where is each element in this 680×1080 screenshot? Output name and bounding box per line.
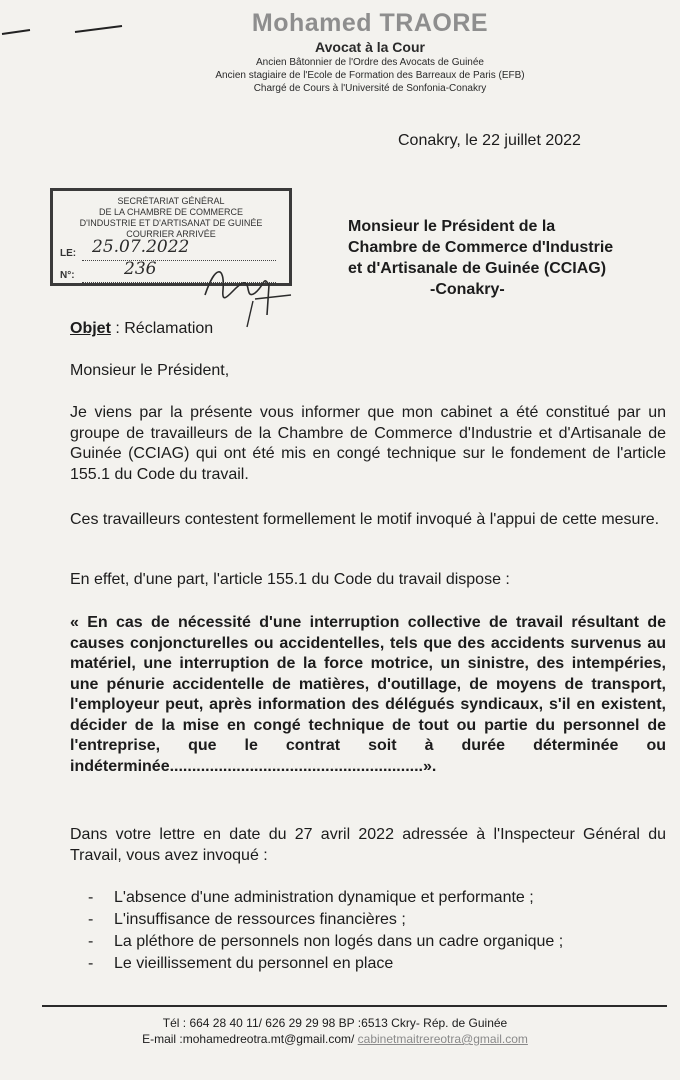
invoked-reasons-list xyxy=(88,887,563,975)
stamp-le-value: 25.07.2022 xyxy=(92,237,190,257)
paragraph-letter-reference: Dans votre lettre en date du 27 avril 2022 adressée à l'Inspecteur Général du Travail, vous avez invoqué : xyxy=(70,826,666,864)
credential-line: Ancien stagiaire de l'Ecole de Formation des Barreaux de Paris (EFB) xyxy=(215,70,525,81)
lawyer-title: Avocat à la Cour xyxy=(315,39,425,55)
stamp-line: DE LA CHAMBRE DE COMMERCE xyxy=(98,207,244,217)
stamp-le-label: LE: xyxy=(60,248,77,259)
footer-divider xyxy=(42,1005,667,1007)
subject-label: Objet xyxy=(70,320,111,337)
credential-line: Chargé de Cours à l'Université de Sonfonia-Conakry xyxy=(253,83,487,94)
footer-email: E-mail :mohamedreotra.mt@gmail.com/ xyxy=(142,1032,358,1046)
footer-email-link[interactable]: cabinetmaitrereotra@gmail.com xyxy=(357,1032,528,1046)
list-item: - Le vieillissement du personnel en place xyxy=(88,953,563,975)
recipient-city: -Conakry- xyxy=(430,281,505,298)
list-item: - L'insuffisance de ressources financières ; xyxy=(88,909,563,931)
stamp-n-value: 236 xyxy=(124,259,157,279)
salutation: Monsieur le Président, xyxy=(70,362,230,379)
footer-emails xyxy=(40,1031,630,1047)
recipient-block xyxy=(348,216,613,300)
paragraph-contest: Ces travailleurs contestent formellement le motif invoqué à l'appui de cette mesure. xyxy=(70,511,660,528)
credential-line: Ancien Bâtonnier de l'Ordre des Avocats de Guinée xyxy=(256,57,484,68)
stamp-n-label: N°: xyxy=(60,270,75,281)
list-item: - L'absence d'une administration dynamique et performante ; xyxy=(88,887,563,909)
recipient-line: Monsieur le Président de la xyxy=(348,218,556,235)
subject-separator: : xyxy=(110,320,125,337)
footer-contact: Tél : 664 28 40 11/ 626 29 29 98 BP :6513 Ckry- Rép. de Guinée xyxy=(162,1016,508,1030)
footer xyxy=(40,1015,630,1047)
letterhead xyxy=(120,8,620,95)
pen-scribble xyxy=(0,10,130,50)
stamp-line: SECRÉTARIAT GÉNÉRAL xyxy=(117,196,225,206)
paragraph-intro: Je viens par la présente vous informer que mon cabinet a été constitué par un groupe de travailleurs de la Chambre de Commerce d'Industrie et d'Artisanale de Guinée (CCIAG) qui ont été mis en congé technique sur le fondement de l'article 155.1 du Code du travail. xyxy=(70,404,666,483)
recipient-line: Chambre de Commerce d'Industrie xyxy=(348,239,614,256)
subject-line xyxy=(70,320,213,338)
article-quote: « En cas de nécessité d'une interruption collective de travail résultant de causes conjoncturelles ou accidentelles, tels que des accidents survenus au matériel, une interruption de la force motrice, un sinistre, des intempéries, une pénurie accidentelle de matières, d'outillage, de moyens de transport, l'employeur peut, après information des délégués syndicaux, s'il en existent, décider de la mise en congé technique de tout ou partie du personnel de l'entreprise, que le contrat soit à durée déterminée ou indéterminée.........................................................». xyxy=(70,614,666,775)
stamp-line: D'INDUSTRIE ET D'ARTISANAT DE GUINÉE xyxy=(79,218,263,228)
subject-value: Réclamation xyxy=(124,320,214,337)
letter-date: Conakry, le 22 juillet 2022 xyxy=(398,132,581,149)
stamp-line: COURRIER ARRIVÉE xyxy=(126,229,216,239)
lawyer-name: Mohamed TRAORE xyxy=(251,9,489,37)
recipient-line: et d'Artisanale de Guinée (CCIAG) xyxy=(348,260,607,277)
list-item: - La pléthore de personnels non logés dans un cadre organique ; xyxy=(88,931,563,953)
paragraph-article: En effet, d'une part, l'article 155.1 du Code du travail dispose : xyxy=(70,571,510,588)
